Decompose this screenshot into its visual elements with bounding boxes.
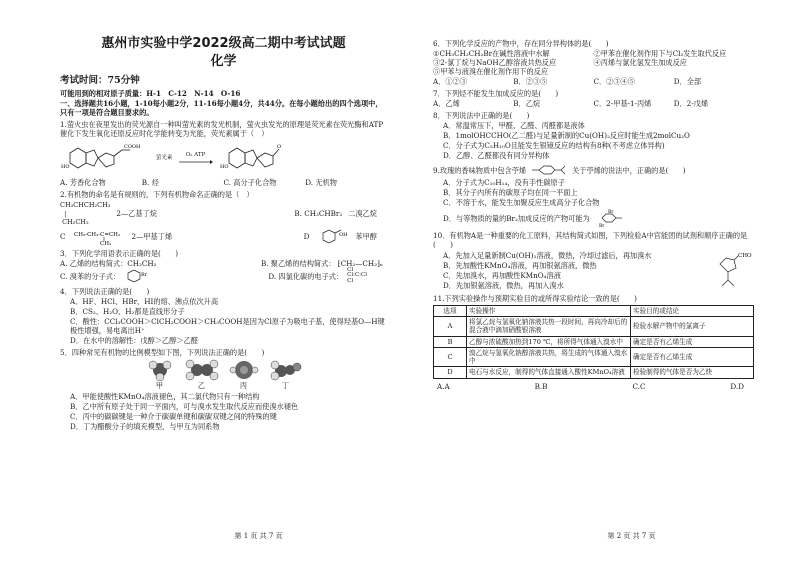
q2-c-name: 2—甲基丁烯 bbox=[131, 232, 173, 242]
q6-option-c: C．②③④⑤ bbox=[593, 77, 635, 86]
svg-text:OH: OH bbox=[339, 231, 348, 238]
question-7 bbox=[433, 89, 754, 108]
q3-option-b: B. 聚乙烯的结构简式： ⁅CH₂—CH₂⁆ₙ bbox=[260, 258, 383, 268]
svg-text:Br: Br bbox=[607, 210, 614, 215]
q3-option-d bbox=[268, 268, 387, 285]
q11-row-c-opt: C bbox=[434, 347, 467, 366]
q3-option-c bbox=[60, 268, 148, 284]
q11-row-a-op: 将氯乙烷与氢氧化钠溶液共热一段时间，再向冷却后的混合液中滴加硝酸银溶液 bbox=[467, 317, 631, 336]
q6-option-d: D．全部 bbox=[673, 77, 702, 86]
q2-d-structure bbox=[317, 228, 347, 246]
exam-title: 惠州市实验中学2022级高二期中考试试题 bbox=[101, 36, 346, 51]
q8-option-b: B．1molOHCCHO(乙二醛)与足量新制的Cu(OH)₂反应时能生成2molCu₂O bbox=[443, 131, 690, 140]
q11-header-option: 选项 bbox=[434, 306, 467, 317]
q1-option-a: A. 芳香化合物 bbox=[60, 178, 106, 188]
q1-options bbox=[60, 178, 387, 187]
svg-text:Br: Br bbox=[598, 224, 605, 228]
q2-option-d bbox=[304, 228, 387, 246]
q2-a-name: 2—乙基丁烷 bbox=[116, 209, 157, 219]
q4-option-b: B．CS₂、H₂O、H₂都是直线形分子 bbox=[70, 307, 185, 317]
q5-models bbox=[60, 359, 387, 390]
q3-b-text: B. 聚乙烯的结构简式： bbox=[260, 258, 336, 268]
q11-row-d-opt: D bbox=[434, 367, 467, 378]
q11-row-d-res: 检验制得的气体是否为乙炔 bbox=[631, 367, 754, 378]
q5-model-yi bbox=[185, 359, 219, 390]
dibromide-icon bbox=[596, 208, 626, 228]
question-4 bbox=[60, 287, 387, 345]
q8-stem: 8．下列说法中正确的是( ) bbox=[433, 111, 530, 120]
q10-stem: 10．有机物A是一种重要的化工原料，其结构简式如图，下列检验A中官能团的试剂和顺序正确的是( ) bbox=[433, 231, 748, 249]
q10-option-b: B．先加酸性KMnO₄溶液，再加银氨溶液，微热 bbox=[443, 261, 597, 270]
q5-label-jia: 甲 bbox=[155, 381, 164, 391]
q6-stem: 6．下列化学反应的产物中，存在同分异构体的是( ) bbox=[433, 39, 609, 48]
q5-option-d: D．丁为醋酸分子的填充模型，与甲互为同系物 bbox=[70, 422, 220, 432]
q2-b-name: 二溴乙烷 bbox=[348, 209, 377, 219]
q6-item-5: ⑤甲苯与液溴在催化剂作用下的反应 bbox=[433, 67, 549, 76]
q5-option-c: C．丙中的碳碳键是一种介于碳碳单键和碳碳双键之间的特殊的键 bbox=[70, 412, 277, 422]
q1-reaction-figure bbox=[60, 141, 387, 175]
q7-options bbox=[433, 99, 754, 108]
question-6 bbox=[433, 39, 754, 86]
question-11 bbox=[433, 294, 754, 391]
q1-option-b: B. 烃 bbox=[141, 178, 159, 188]
reaction-conditions: O₂ ATP bbox=[185, 151, 206, 158]
exam-time: 考试时间：75分钟 bbox=[60, 74, 140, 86]
q11-table bbox=[433, 305, 754, 379]
q7-option-d: D．2-戊烯 bbox=[673, 99, 709, 108]
q11-row-d-op: 电石与水反应，制得的气体直接通入酸性KMnO₄溶液 bbox=[467, 367, 631, 378]
question-3 bbox=[60, 249, 387, 285]
ethylene-model-icon bbox=[185, 359, 219, 381]
q11-row-c-res: 确定是否有乙烯生成 bbox=[631, 347, 754, 366]
q1-option-c: C. 高分子化合物 bbox=[223, 178, 277, 188]
svg-text:COOH: COOH bbox=[124, 144, 141, 151]
q9-option-b: B．其分子内所有的碳原子均在同一平面上 bbox=[443, 188, 578, 197]
q10-option-a: A．先加入足量新制Cu(OH)₂溶液，微热，冷却过滤后，再加溴水 bbox=[443, 251, 652, 260]
q4-option-a: A．HF、HCl、HBr、HI的熔、沸点依次升高 bbox=[70, 297, 219, 307]
q5-stem: 5．四种常见有机物的比例模型如下图，下列说法正确的是( ) bbox=[60, 348, 265, 358]
q10-body bbox=[433, 250, 754, 291]
q8-option-c: C．分子式为C₅H₁₀O且能发生银镜反应的结构有8种(不考虑立体异构) bbox=[443, 141, 665, 150]
q3-c-text: C. 溴苯的分子式： bbox=[60, 271, 121, 281]
q2-d-label: D bbox=[303, 232, 310, 242]
svg-text:Br: Br bbox=[141, 272, 148, 278]
q5-label-yi: 乙 bbox=[197, 381, 206, 391]
q3-row-ab bbox=[60, 259, 387, 268]
q3-d-text: D. 四氯化碳的电子式： bbox=[268, 271, 344, 281]
q7-option-c: C．2-甲基-1-丙烯 bbox=[593, 99, 652, 108]
table-row bbox=[434, 367, 754, 378]
svg-text:CH₃-CH₂-C=CH₂: CH₃-CH₂-C=CH₂ bbox=[73, 231, 120, 238]
q3-option-a: A. 乙烯的结构简式：CH₂CH₂ bbox=[60, 258, 157, 268]
q4-option-d: D．在水中的溶解性：戊醇＞乙醇＞乙醛 bbox=[70, 336, 198, 346]
q11-answer-c: C.C bbox=[632, 381, 646, 391]
q4-stem: 4．下列说法正确的是( ) bbox=[60, 287, 150, 297]
q5-model-ding bbox=[269, 359, 303, 390]
table-row bbox=[434, 347, 754, 366]
ccl4-structure: Cl Cl:C:Cl Cl bbox=[347, 266, 367, 284]
q3-stem: 3．下列化学用语表示正确的是( ) bbox=[60, 248, 178, 258]
q2-option-b bbox=[294, 201, 387, 225]
q11-header-row bbox=[434, 306, 754, 317]
q11-answer-options bbox=[433, 382, 754, 391]
svg-text:HO: HO bbox=[219, 164, 228, 171]
svg-text:O: O bbox=[276, 144, 281, 151]
q2-option-c bbox=[60, 228, 172, 246]
question-5 bbox=[60, 348, 387, 431]
q5-label-bing: 丙 bbox=[239, 381, 248, 391]
q11-stem: 11.下列实验操作与预期实验目的或所得实验结论一致的是( ) bbox=[433, 294, 637, 303]
q9-stem: 9.玫瑰的香味物质中包含苧烯 bbox=[433, 165, 527, 175]
q2-stem: 2.有机物的命名是有规则的，下列有机物命名正确的是（ ） bbox=[60, 190, 254, 200]
question-8 bbox=[433, 111, 754, 160]
q4-option-c: C．酸性：CCl₃COOH＞ClCH₂COOH＞CH₃COOH是因为Cl原子为吸电子基，使得羟基O—H键极性增强，易电离出H⁺ bbox=[70, 317, 385, 336]
q2-row-cd bbox=[60, 228, 387, 246]
q6-item-1: ①CH₃CH₂CH₂Br在碱性溶液中水解 bbox=[433, 49, 550, 58]
q2-c-structure bbox=[74, 229, 124, 245]
q6-item-2: ②甲苯在催化剂作用下与Cl₂发生取代反应 bbox=[593, 49, 727, 58]
table-row bbox=[434, 317, 754, 336]
section-header: 一、选择题共16小题，1-10每小题2分，11-16每小题4分，共44分。在每小题给出的四个选项中，只有一项是符合题目要求的。 bbox=[60, 99, 383, 118]
q9-option-c: C．不溶于水，能发生加聚反应生成高分子化合物 bbox=[443, 198, 600, 207]
q2-c-label: C bbox=[60, 232, 66, 242]
limonene-icon bbox=[530, 163, 568, 177]
q5-model-jia bbox=[145, 359, 175, 390]
benzene-model-icon bbox=[229, 359, 259, 381]
q6-options bbox=[433, 77, 754, 86]
table-row bbox=[434, 336, 754, 347]
q11-answer-b: B.B bbox=[534, 381, 548, 391]
q11-header-operation: 实验操作 bbox=[467, 306, 631, 317]
oxyluciferin-structure bbox=[219, 141, 309, 175]
q10-option-c: C．先加溴水，再加酸性KMnO₄溶液 bbox=[443, 271, 561, 280]
arrow-icon bbox=[179, 159, 213, 165]
q2-b-formula: B. CH₃CHBr₂ bbox=[294, 209, 343, 219]
q11-answer-d: D.D bbox=[730, 381, 744, 391]
q5-option-b: B．乙中所有原子处于同一平面内，可与溴水发生取代反应而使溴水褪色 bbox=[70, 402, 299, 412]
page-footer-right: 第 2 页 共 7 页 bbox=[607, 532, 656, 541]
q2-option-a bbox=[60, 201, 157, 225]
q7-option-b: B．乙烷 bbox=[513, 99, 541, 108]
q11-row-a-opt: A bbox=[434, 317, 467, 336]
bromobenzene-icon bbox=[124, 268, 148, 284]
q7-option-a: A．乙烯 bbox=[433, 99, 460, 108]
q6-items bbox=[433, 49, 754, 76]
q11-answer-a: A.A bbox=[437, 381, 450, 391]
q10-options bbox=[433, 250, 651, 291]
q6-option-b: B．②③⑤ bbox=[513, 77, 548, 86]
q1-compound-label: 萤光素 bbox=[156, 154, 173, 161]
q10-option-d: D．先加银氨溶液，微热，再加入溴水 bbox=[443, 281, 564, 290]
q6-item-4: ④丙烯与氯化氢发生加成反应 bbox=[593, 58, 687, 67]
q5-option-a: A．甲能使酸性KMnO₄溶液褪色，其二氯代物只有一种结构 bbox=[70, 392, 260, 402]
svg-text:HO: HO bbox=[61, 164, 70, 171]
q8-option-a: A．常温常压下，甲醛、乙醛、丙醛都是液体 bbox=[443, 121, 585, 130]
q11-row-b-op: 乙醇与浓硫酸加热到170 ℃，将所得气体通入溴水中 bbox=[467, 336, 631, 347]
question-10 bbox=[433, 231, 754, 291]
q6-option-a: A．①②③ bbox=[433, 77, 467, 86]
q9-option-a: A．分子式为C₁₀H₁₄，没有手性碳原子 bbox=[443, 178, 565, 187]
ethanol-model-icon bbox=[269, 359, 303, 381]
question-1 bbox=[60, 120, 387, 187]
q6-item-3: ③2-氯丁烷与NaOH乙醇溶液共热反应 bbox=[433, 58, 557, 67]
q5-model-bing bbox=[229, 359, 259, 390]
svg-text:CH₃: CH₃ bbox=[99, 240, 111, 245]
page-right bbox=[397, 0, 794, 561]
q7-stem: 7．下列烃不能发生加成反应的是( ) bbox=[433, 89, 559, 98]
q1-option-d: D. 无机物 bbox=[305, 178, 337, 188]
q11-row-a-res: 检验水解产物中的氯离子 bbox=[631, 317, 754, 336]
atomic-masses: 可能用到的相对原子质量：H-1 C-12 N-14 O-16 bbox=[60, 89, 241, 99]
q9-option-d bbox=[443, 208, 754, 228]
q2-row-ab bbox=[60, 201, 387, 225]
q5-label-ding: 丁 bbox=[281, 381, 290, 391]
q11-header-result: 实验目的或结论 bbox=[631, 306, 754, 317]
cho-label: CHO bbox=[738, 253, 752, 259]
reaction-arrow bbox=[179, 152, 213, 165]
question-9 bbox=[433, 163, 754, 228]
q11-row-b-res: 确定是否有乙烯生成 bbox=[631, 336, 754, 347]
q11-row-c-op: 溴乙烷与氢氧化钠醇溶液共热，将生成的气体通入溴水中 bbox=[467, 347, 631, 366]
question-2 bbox=[60, 190, 387, 245]
q2-d-name: 苯甲醇 bbox=[355, 232, 377, 242]
q3-row-cd bbox=[60, 268, 387, 285]
q11-row-b-opt: B bbox=[434, 336, 467, 347]
q8-option-d: D．乙醇、乙醛都没有同分异构体 bbox=[443, 151, 550, 160]
compound-a-structure bbox=[710, 250, 754, 290]
q1-stem: 1.萤火虫在夜里发出的荧光源自一种叫萤光素的发光机制，萤火虫发光的原理是荧光素在荧光酶和ATP催化下发生氧化还原反应时化学能转变为光能，荧光素属于（ ） bbox=[60, 120, 384, 139]
q9-d-text: D．与等物质的量的Br₂加成反应的产物可能为 bbox=[443, 213, 590, 223]
page-footer-left: 第 1 页 共 7 页 bbox=[234, 532, 283, 541]
q2-a-formula: CH₃CHCH₂CH₃ | CH₂CH₃ bbox=[60, 201, 111, 226]
q9-stem-2: 关于苧烯的说法中，正确的是( ) bbox=[572, 165, 686, 175]
q9-stem-row bbox=[433, 163, 754, 177]
subject-title: 化学 bbox=[210, 54, 237, 70]
methane-model-icon bbox=[145, 359, 175, 381]
luciferin-structure bbox=[60, 141, 150, 175]
